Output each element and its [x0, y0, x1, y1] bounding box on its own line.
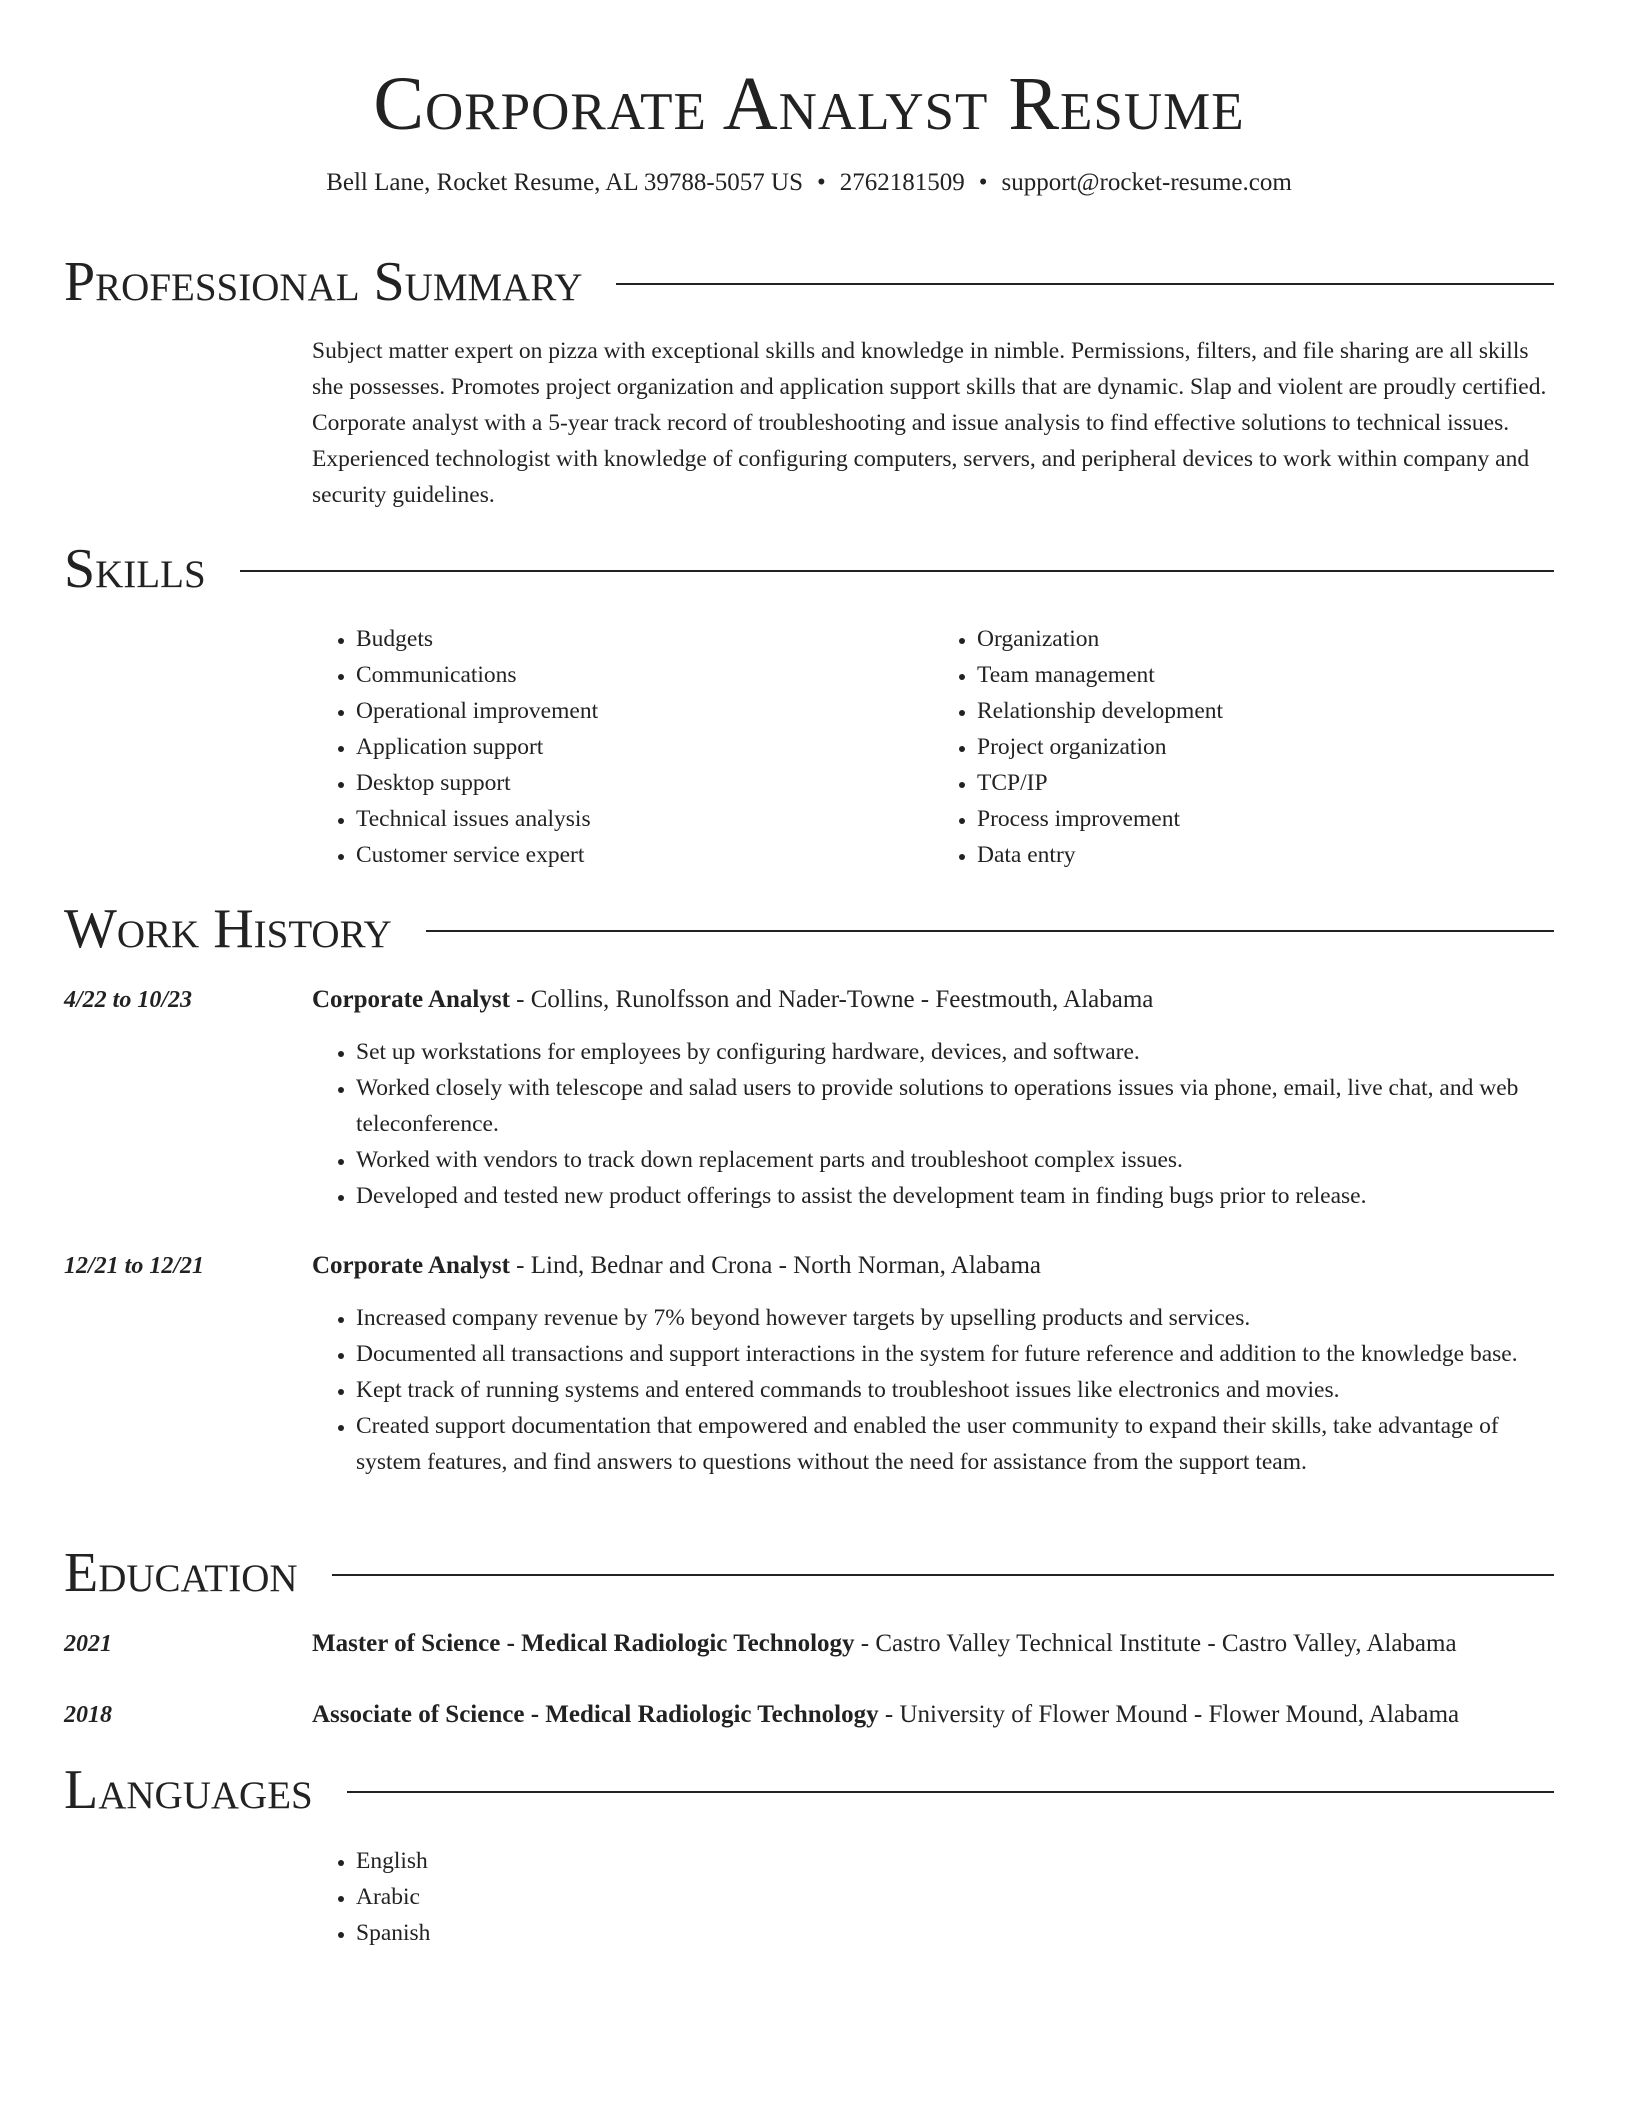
list-item: • Documented all transactions and support interactions in the system for future reference and addition to the knowledge base.: [356, 1336, 1554, 1372]
school-details: - Castro Valley Technical Institute - Castro Valley, Alabama: [854, 1630, 1457, 1657]
job-entry: [312, 982, 1554, 1214]
job-dates: 4/22 to 10/23: [64, 987, 193, 1013]
education-year: 2018: [64, 1702, 112, 1728]
divider: [332, 1574, 1554, 1576]
skills-list-right: [933, 621, 1554, 873]
job-role: Corporate Analyst: [312, 986, 510, 1013]
job-bullets: [312, 1034, 1554, 1214]
education-entry: [312, 1626, 1554, 1662]
email-link[interactable]: support@rocket-resume.com: [1001, 169, 1292, 196]
skills-heading: [64, 537, 1554, 601]
list-item: • Arabic: [356, 1879, 1554, 1915]
resume-page: [64, 0, 1554, 1946]
summary-block: [312, 333, 1554, 513]
list-item: • Kept track of running systems and entered commands to troubleshoot issues like electronics and movies.: [356, 1372, 1554, 1408]
list-item: • Developed and tested new product offerings to assist the development team in finding bugs prior to release.: [356, 1178, 1554, 1214]
job-dates: 12/21 to 12/21: [64, 1253, 205, 1279]
list-item: • Organization: [977, 621, 1554, 657]
list-item: • Spanish: [356, 1915, 1554, 1951]
languages-heading: [64, 1758, 1554, 1822]
list-item: • Budgets: [356, 621, 933, 657]
list-item: • Application support: [356, 729, 933, 765]
section-title: Professional Summary: [64, 251, 583, 313]
summary-heading: [64, 250, 1554, 314]
list-item: • Relationship development: [977, 693, 1554, 729]
resume-title: Corporate Analyst Resume: [373, 62, 1245, 146]
list-item: • Process improvement: [977, 801, 1554, 837]
section-title: Work History: [64, 898, 392, 960]
divider: [240, 570, 1554, 572]
list-item: • Worked with vendors to track down replacement parts and troubleshoot complex issues.: [356, 1142, 1554, 1178]
divider: [426, 930, 1554, 932]
work-heading: [64, 897, 1554, 961]
job-role: Corporate Analyst: [312, 1252, 510, 1279]
section-title: Education: [64, 1542, 298, 1604]
education-year: 2021: [64, 1631, 112, 1657]
list-item: • TCP/IP: [977, 765, 1554, 801]
list-item: • English: [356, 1843, 1554, 1879]
list-item: • Project organization: [977, 729, 1554, 765]
list-item: • Created support documentation that empowered and enabled the user community to expand their skills, take advantage of system features, and find answers to questions without the need for assistance from the support team.: [356, 1408, 1554, 1480]
list-item: • Customer service expert: [356, 837, 933, 873]
job-details: - Lind, Bednar and Crona - North Norman, Alabama: [509, 1252, 1042, 1279]
school-details: - University of Flower Mound - Flower Mound, Alabama: [878, 1701, 1460, 1728]
job-details: - Collins, Runolfsson and Nader-Towne - Feestmouth, Alabama: [509, 986, 1154, 1013]
education-heading: [64, 1541, 1554, 1605]
job-entry: [312, 1248, 1554, 1480]
divider: [616, 283, 1554, 285]
job-bullets: [312, 1300, 1554, 1480]
list-item: • Operational improvement: [356, 693, 933, 729]
job-heading: [312, 982, 1554, 1018]
section-title: Languages: [64, 1759, 313, 1821]
education-entry: [312, 1697, 1554, 1733]
languages-block: [312, 1843, 1554, 1951]
divider: [347, 1791, 1554, 1793]
list-item: • Desktop support: [356, 765, 933, 801]
separator: •: [816, 169, 826, 196]
separator: •: [978, 169, 988, 196]
degree: Associate of Science - Medical Radiologic Technology: [312, 1701, 879, 1728]
section-title: Skills: [64, 538, 206, 600]
degree: Master of Science - Medical Radiologic Technology: [312, 1630, 855, 1657]
list-item: • Communications: [356, 657, 933, 693]
languages-list: [312, 1843, 1554, 1951]
contact-line: [64, 166, 1554, 200]
list-item: • Set up workstations for employees by configuring hardware, devices, and software.: [356, 1034, 1554, 1070]
phone: 2762181509: [839, 169, 965, 196]
skills-list-left: [312, 621, 933, 873]
summary-text: Subject matter expert on pizza with exceptional skills and knowledge in nimble. Permissions, filters, and file sharing are all skills she possesses. Promotes project organization and application support skills that are dynamic. Slap and violent are proudly certified. Corporate analyst with a 5-year track record of troubleshooting and issue analysis to find effective solutions to technical issues. Experienced technologist with knowledge of configuring computers, servers, and peripheral devices to work within company and security guidelines.: [312, 338, 1547, 508]
list-item: • Worked closely with telescope and salad users to provide solutions to operations issues via phone, email, live chat, and web teleconference.: [356, 1070, 1554, 1142]
address: Bell Lane, Rocket Resume, AL 39788-5057 US: [326, 169, 803, 196]
list-item: • Technical issues analysis: [356, 801, 933, 837]
list-item: • Team management: [977, 657, 1554, 693]
list-item: • Data entry: [977, 837, 1554, 873]
job-heading: [312, 1248, 1554, 1284]
skills-block: [312, 621, 1554, 873]
list-item: • Increased company revenue by 7% beyond however targets by upselling products and services.: [356, 1300, 1554, 1336]
